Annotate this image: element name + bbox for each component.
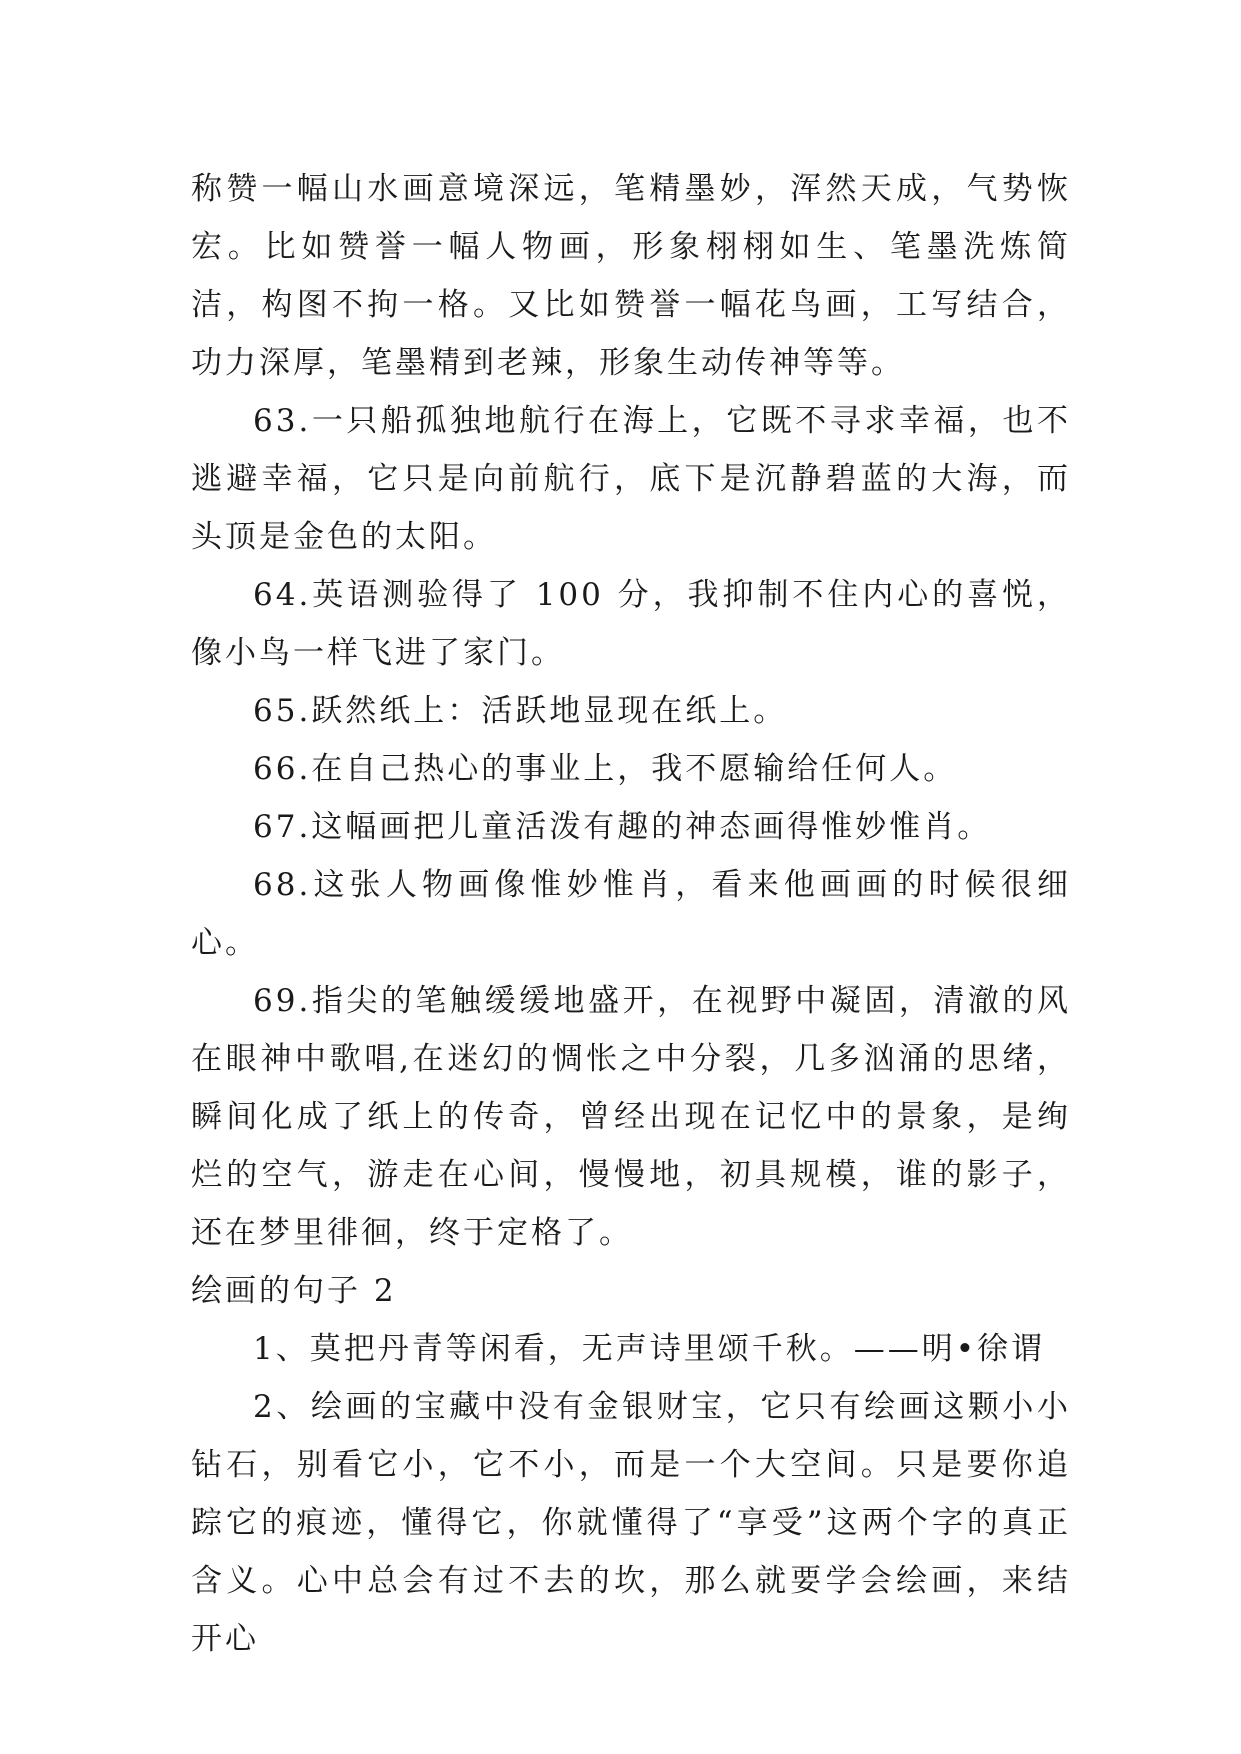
paragraph-67: 67.这幅画把儿童活泼有趣的神态画得惟妙惟肖。 — [253, 809, 992, 845]
paragraph-continued: 称赞一幅山水画意境深远，笔精墨妙，浑然天成，气势恢宏。比如赞誉一幅人物画，形象栩栩如生、笔墨洗炼简洁，构图不拘一格。又比如赞誉一幅花鸟画，工写结合，功力深厚，笔墨精到老辣，形象生动传神等等。 — [191, 171, 1071, 381]
paragraph-64: 64.英语测验得了 100 分，我抑制不住内心的喜悦，像小鸟一样飞进了家门。 — [191, 577, 1071, 671]
paragraph-68: 68.这张人物画像惟妙惟肖，看来他画画的时候很细心。 — [191, 867, 1071, 961]
paragraph-quote-1: 1、莫把丹青等闲看，无声诗里颂千秋。——明•徐谓 — [253, 1331, 1046, 1367]
section-heading: 绘画的句子 2 — [191, 1273, 397, 1309]
paragraph-63: 63.一只船孤独地航行在海上，它既不寻求幸福，也不逃避幸福，它只是向前航行，底下是沉静碧蓝的大海，而头顶是金色的太阳。 — [191, 403, 1071, 555]
paragraph-69: 69.指尖的笔触缓缓地盛开，在视野中凝固，清澈的风在眼神中歌唱,在迷幻的惆怅之中分裂，几多汹涌的思绪，瞬间化成了纸上的传奇，曾经出现在记忆中的景象，是绚烂的空气，游走在心间，慢慢地，初具规模，谁的影子，还在梦里徘徊，终于定格了。 — [191, 983, 1071, 1251]
paragraph-65: 65.跃然纸上：活跃地显现在纸上。 — [253, 693, 788, 729]
paragraph-quote-2: 2、绘画的宝藏中没有金银财宝，它只有绘画这颗小小钻石，别看它小，它不小，而是一个大空间。只是要你追踪它的痕迹，懂得它，你就懂得了“享受”这两个字的真正含义。心中总会有过不去的坎，那么就要学会绘画，来结开心 — [191, 1389, 1071, 1657]
paragraph-66: 66.在自己热心的事业上，我不愿输给任何人。 — [253, 751, 958, 787]
document-body — [191, 160, 1071, 1668]
